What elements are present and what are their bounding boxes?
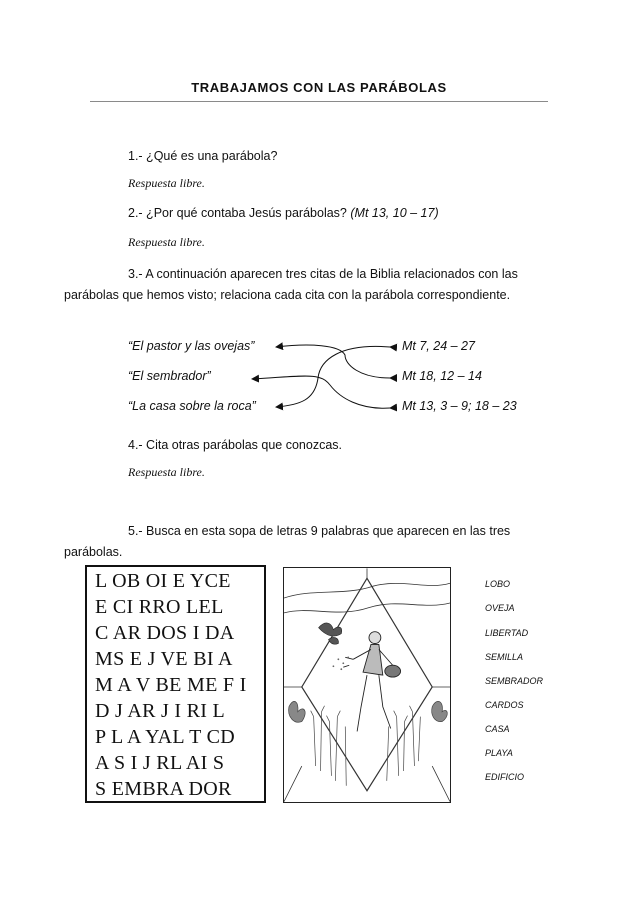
question-4: 4.- Cita otras parábolas que conozcas.: [128, 438, 343, 452]
title-divider: [90, 101, 548, 102]
question-3: 3.- A continuación aparecen tres citas de la Biblia relacionados con las parábolas que hemos visto; relaciona cada cita con la parábola correspondiente.: [64, 267, 518, 302]
cite-right-2: Mt 18, 12 – 14: [402, 369, 482, 383]
arrow-sembrador: [252, 376, 390, 408]
cite-left-1: “El pastor y las ovejas”: [128, 339, 255, 353]
question-2: [128, 206, 439, 220]
cite-left-3: “La casa sobre la roca”: [128, 399, 256, 413]
page-title: TRABAJAMOS CON LAS PARÁBOLAS: [191, 80, 447, 95]
word-search-row: A S I J RL AI S: [95, 752, 225, 774]
word-list-item: SEMBRADOR: [485, 676, 544, 686]
answer-1: Respuesta libre.: [128, 176, 205, 190]
arrow-casa: [276, 346, 390, 407]
word-search-row: L OB OI E YCE: [95, 570, 231, 592]
word-search-row: M A V BE ME F I: [95, 674, 247, 696]
word-search-grid: [85, 565, 266, 803]
cite-right-1: Mt 7, 24 – 27: [402, 339, 475, 353]
word-search-row: E CI RRO LEL: [95, 596, 224, 618]
word-search-row: P L A YAL T CD: [95, 726, 235, 748]
word-list-item: CARDOS: [485, 700, 524, 710]
cite-right-3: Mt 13, 3 – 9; 18 – 23: [402, 399, 517, 413]
question-2-ref: (Mt 13, 10 – 17): [350, 206, 439, 220]
word-search-row: MS E J VE BI A: [95, 648, 233, 670]
cite-left-2: “El sembrador”: [128, 369, 211, 383]
word-list-item: OVEJA: [485, 603, 515, 613]
word-list-item: SEMILLA: [485, 652, 524, 662]
question-2-text: 2.- ¿Por qué contaba Jesús parábolas?: [128, 206, 347, 220]
arrow-pastor: [276, 345, 390, 378]
word-search-row: C AR DOS I DA: [95, 622, 235, 644]
sower-illustration: [283, 567, 451, 803]
answer-4: Respuesta libre.: [128, 465, 205, 479]
word-list-item: LIBERTAD: [485, 628, 529, 638]
word-search-row: D J AR J I RI L: [95, 700, 226, 722]
word-list-item: LOBO: [485, 579, 511, 589]
question-1: 1.- ¿Qué es una parábola?: [128, 149, 278, 163]
word-list-item: CASA: [485, 724, 510, 734]
answer-2: Respuesta libre.: [128, 235, 205, 249]
word-search-row: S EMBRA DOR: [95, 778, 232, 800]
word-list-item: EDIFICIO: [485, 772, 525, 782]
word-list-item: PLAYA: [485, 748, 513, 758]
question-5: 5.- Busca en esta sopa de letras 9 palabras que aparecen en las tres parábolas.: [64, 524, 511, 559]
